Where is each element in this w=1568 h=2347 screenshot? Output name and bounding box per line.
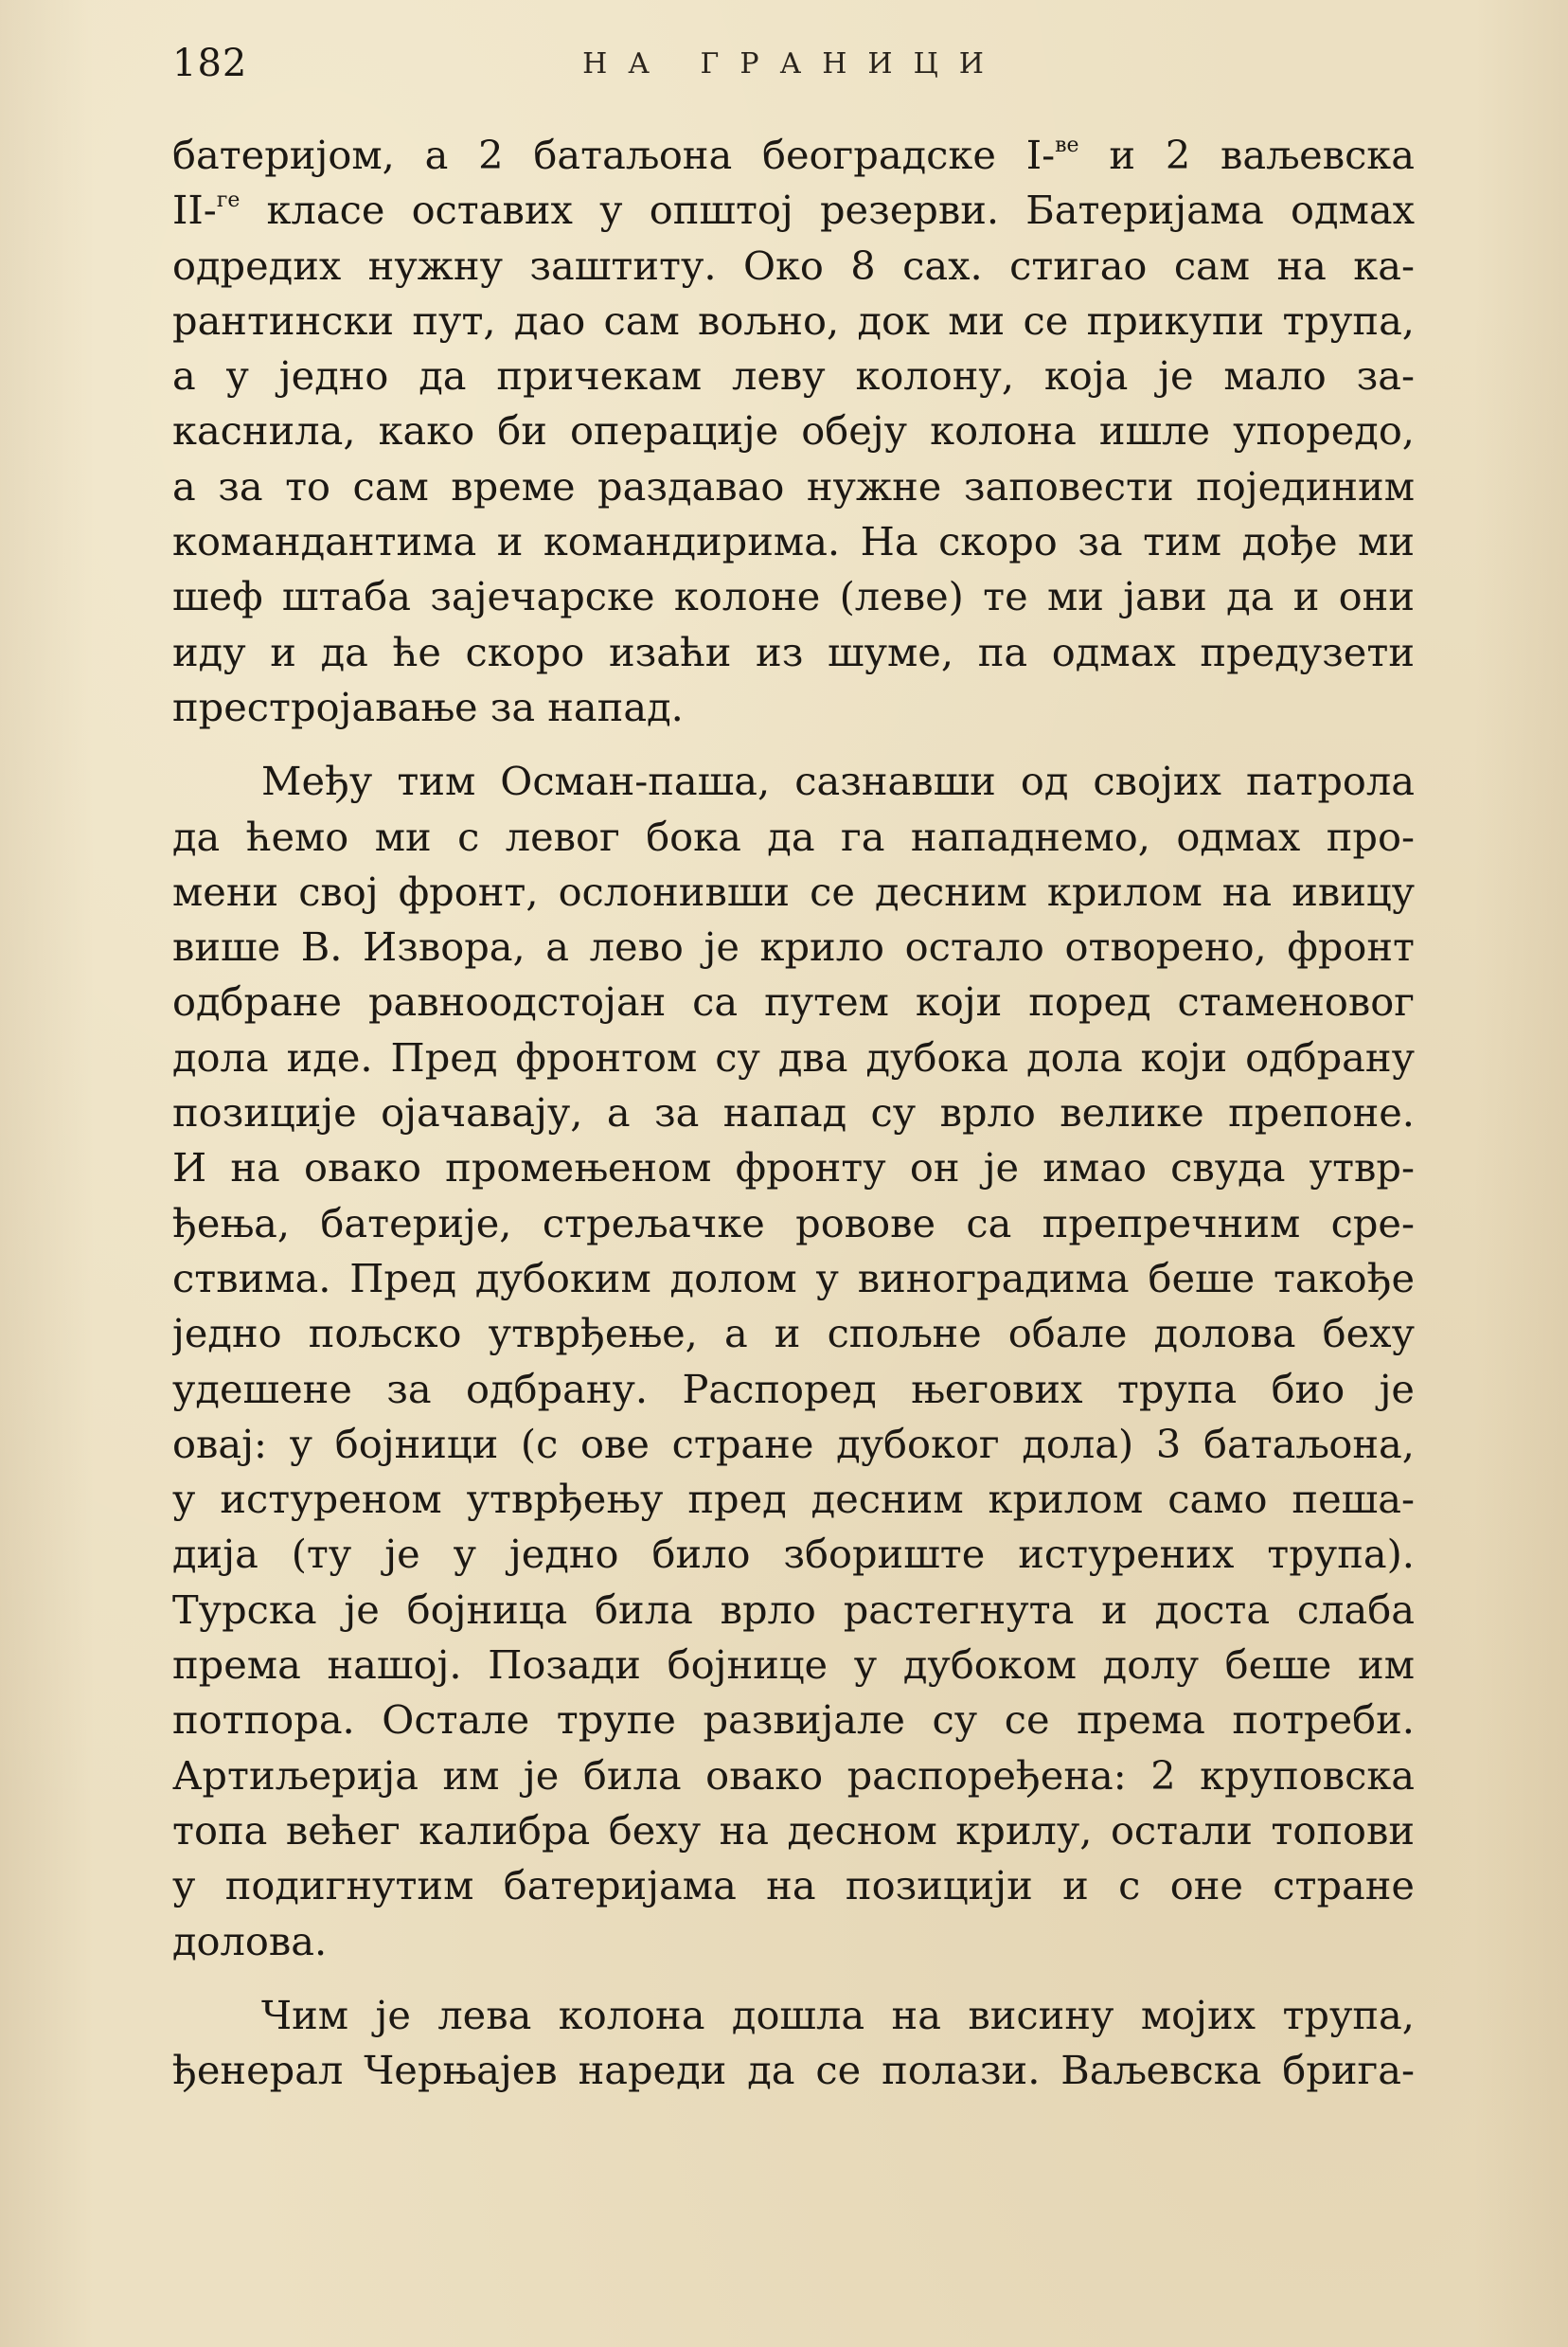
text-line: И на овако промењеном фронту он је имао свуда утвр- <box>172 1144 1415 1191</box>
text-line: Међу тим Осман-паша, сазнавши од својих патрола <box>261 758 1415 805</box>
text-line: у истуреном утврђењу пред десним крилом само пеша- <box>172 1476 1415 1523</box>
text-line: иду и да ће скоро изаћи из шуме, па одмах предузети <box>172 628 1415 675</box>
text-line: Турска је бојница била врло растегнута и доста слаба <box>172 1586 1415 1633</box>
running-head: НА ГРАНИЦИ <box>582 47 1005 81</box>
text-line: престројавање за напад. <box>172 683 684 730</box>
text-line: одбране равноодстојан са путем који поред стаменовог <box>172 978 1415 1026</box>
text-line: долова. <box>172 1917 328 1964</box>
text-line: каснила, како би операције обеју колона ишле упоредо, <box>172 407 1415 455</box>
text-line: а у једно да причекам леву колону, која је мало за- <box>172 352 1415 400</box>
paragraph <box>172 1988 1415 2099</box>
page-header <box>172 28 1415 104</box>
body-text <box>172 128 1415 2098</box>
text-line: позиције ојачавају, а за напад су врло велике препоне. <box>172 1089 1415 1137</box>
ordinal-suffix: ге <box>216 188 241 213</box>
paragraph-gap <box>172 735 1415 754</box>
text-line: II-$^{ге}$ класе оставих у општој резерви. Батеријама одмах <box>172 187 1415 234</box>
text-line: ђенерал Черњајев нареди да се полази. Ваљевска брига- <box>172 2047 1415 2094</box>
paragraph <box>172 128 1415 735</box>
text-line: Артиљерија им је била овако распоређена: 2 круповска <box>172 1751 1415 1799</box>
text-line: удешене за одбрану. Распоред његових трупа био је <box>172 1365 1415 1412</box>
text-line: ђења, батерије, стрељачке ровове са препречним сре- <box>172 1199 1415 1246</box>
text-line: овај: у бојници (с ове стране дубоког дола) 3 батаљона, <box>172 1420 1415 1467</box>
text-line: ствима. Пред дубоким долом у виноградима беше такође <box>172 1254 1415 1301</box>
paragraph-gap <box>172 1969 1415 1988</box>
text-line: према нашој. Позади бојнице у дубоком долу беше им <box>172 1641 1415 1689</box>
text-line: дола иде. Пред фронтом су два дубока дола који одбрану <box>172 1033 1415 1081</box>
text-line: да ћемо ми с левог бока да га нападнемо, одмах про- <box>172 813 1415 860</box>
text-line: батеријом, а 2 батаљона београдске I-$^{ве}$ и 2 ваљевска <box>172 132 1415 178</box>
text-line: дија (ту је у једно било збориште истурених трупа). <box>172 1531 1415 1578</box>
text-line: у подигнутим батеријама на позицији и с оне стране <box>172 1862 1415 1909</box>
paragraph <box>172 754 1415 1969</box>
text-line: једно пољско утврђење, а и спољне обале долова беху <box>172 1310 1415 1357</box>
text-line: више В. Извора, а лево је крило остало отворено, фронт <box>172 923 1415 971</box>
ordinal-suffix: ве <box>1055 134 1079 157</box>
text-line: а за то сам време раздавао нужне заповести појединим <box>172 462 1415 510</box>
text-line: шеф штаба зајечарске колоне (леве) те ми јави да и они <box>172 573 1415 620</box>
page-number: 182 <box>172 42 248 85</box>
text-line: топа већег калибра беху на десном крилу, остали топови <box>172 1806 1415 1854</box>
text-line: мени свој фронт, ослонивши се десним крилом на ивицу <box>172 868 1415 915</box>
text-line: потпора. Остале трупе развијале су се према потреби. <box>172 1696 1415 1744</box>
text-line: одредих нужну заштиту. Око 8 сах. стигао сам на ка- <box>172 242 1415 289</box>
text-line: Чим је лева колона дошла на висину мојих трупа, <box>261 1991 1415 2038</box>
text-line: рантински пут, дао сам вољно, док ми се прикупи трупа, <box>172 296 1415 344</box>
text-line: командантима и командирима. На скоро за тим дође ми <box>172 518 1415 565</box>
